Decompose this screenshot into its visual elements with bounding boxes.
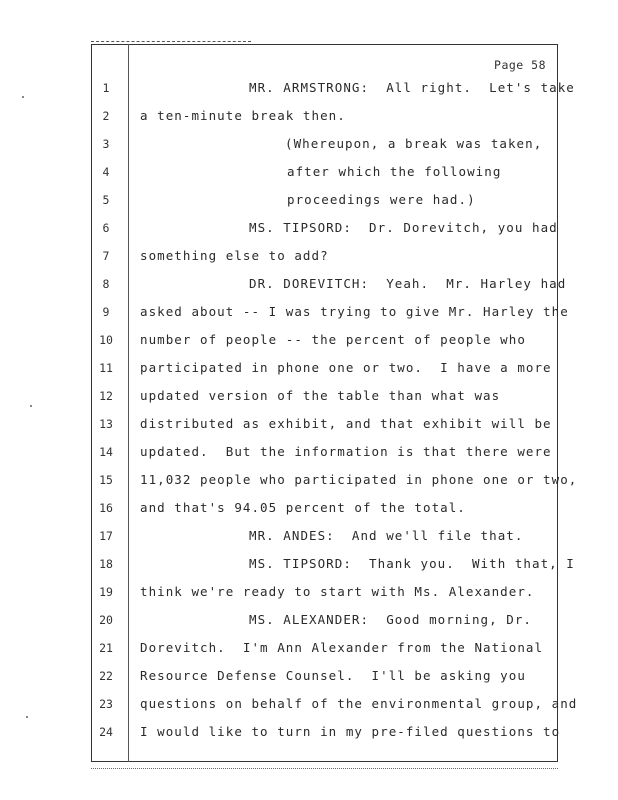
transcript-line: MS. TIPSORD: Thank you. With that, I	[249, 556, 575, 571]
line-number: 24	[99, 725, 113, 739]
transcript-line: a ten-minute break then.	[140, 108, 346, 123]
line-number: 19	[99, 585, 113, 599]
line-number: 5	[102, 193, 110, 207]
transcript-line: something else to add?	[140, 248, 329, 263]
top-scan-rule	[91, 41, 251, 42]
transcript-line: I would like to turn in my pre-filed questions to	[140, 724, 561, 739]
transcript-line: think we're ready to start with Ms. Alexander.	[140, 584, 535, 599]
scan-speck	[26, 716, 28, 718]
transcript-line: MR. ARMSTRONG: All right. Let's take	[249, 80, 575, 95]
transcript-line: questions on behalf of the environmental group, and	[140, 696, 578, 711]
line-number: 22	[99, 669, 113, 683]
transcript-line: distributed as exhibit, and that exhibit will be	[140, 416, 552, 431]
transcript-line: Dorevitch. I'm Ann Alexander from the National	[140, 640, 544, 655]
line-number: 23	[99, 697, 113, 711]
line-number: 21	[99, 641, 113, 655]
line-number: 8	[102, 277, 110, 291]
transcript-line: and that's 94.05 percent of the total.	[140, 500, 466, 515]
line-number: 17	[99, 529, 113, 543]
transcript-line: participated in phone one or two. I have a more	[140, 360, 552, 375]
transcript-line: number of people -- the percent of people who	[140, 332, 526, 347]
transcript-line: DR. DOREVITCH: Yeah. Mr. Harley had	[249, 276, 567, 291]
transcript-line: updated. But the information is that there were	[140, 444, 552, 459]
line-number: 13	[99, 417, 113, 431]
transcript-line: after which the following	[287, 164, 502, 179]
transcript-line: asked about -- I was trying to give Mr. Harley the	[140, 304, 569, 319]
line-number: 11	[99, 361, 113, 375]
line-number: 4	[102, 165, 110, 179]
scan-speck	[30, 405, 32, 407]
line-number: 9	[102, 305, 110, 319]
scan-speck	[22, 96, 24, 98]
line-number: 7	[102, 249, 110, 263]
transcript-line: MR. ANDES: And we'll file that.	[249, 528, 524, 543]
line-number: 2	[102, 109, 110, 123]
line-number: 18	[99, 557, 113, 571]
line-number: 14	[99, 445, 113, 459]
line-number: 15	[99, 473, 113, 487]
line-number: 20	[99, 613, 113, 627]
line-number: 12	[99, 389, 113, 403]
transcript-line: Resource Defense Counsel. I'll be asking you	[140, 668, 526, 683]
transcript-line: (Whereupon, a break was taken,	[285, 136, 543, 151]
page-number: Page 58	[494, 58, 546, 72]
bottom-scan-rule	[91, 768, 558, 769]
left-margin-line	[128, 44, 129, 762]
transcript-line: MS. TIPSORD: Dr. Dorevitch, you had	[249, 220, 558, 235]
transcript-line: updated version of the table than what was	[140, 388, 501, 403]
line-number: 6	[102, 221, 110, 235]
transcript-line: MS. ALEXANDER: Good morning, Dr.	[249, 612, 532, 627]
line-number: 3	[102, 137, 110, 151]
line-number: 10	[99, 333, 113, 347]
transcript-line: proceedings were had.)	[287, 192, 476, 207]
transcript-line: 11,032 people who participated in phone one or two,	[140, 472, 578, 487]
line-number: 16	[99, 501, 113, 515]
line-number: 1	[102, 81, 110, 95]
